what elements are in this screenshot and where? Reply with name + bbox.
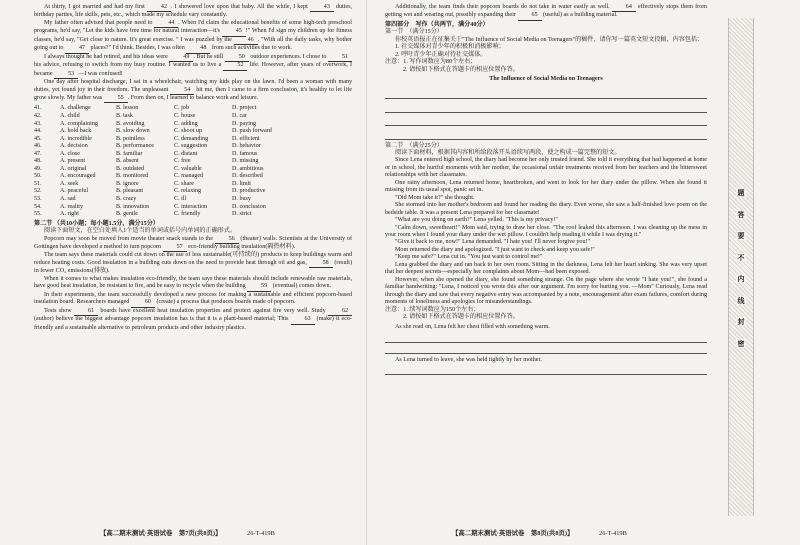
strip-character: 答 (737, 210, 745, 218)
option-choice: D. busy (232, 196, 251, 202)
writing1-point-2: 2. 呼吁青少年正确对待社交媒体。 (395, 51, 487, 58)
option-choice: B. task (116, 112, 133, 119)
text-run: boards have excellent heat insulation properties and protect against fire very well. Study (98, 307, 328, 314)
text-run: . From then on, I learned to balance work and leisure. (127, 94, 259, 101)
text-run: —I was confused! (78, 70, 123, 77)
question-number: 52. (34, 188, 42, 195)
answer-blank: 57 (163, 244, 187, 252)
text-run: I always thought he had retired, and his ideas were (44, 53, 170, 60)
text-run: places?" I'd think. Besides, I was often (88, 45, 187, 52)
answer-line (385, 113, 707, 127)
option-choice: D. car (232, 112, 247, 119)
grammar-passage (34, 236, 352, 332)
option-choice: A. encouraged (60, 173, 96, 180)
option-choice: D. behavior (232, 143, 261, 150)
option-choice: B. crazy (116, 196, 137, 202)
text-run: (author) believe the biggest advantage popcorn insulation has is that it is a plant-based material; This (34, 316, 291, 323)
answer-line (385, 343, 707, 354)
answer-blank: 48 (186, 45, 210, 53)
question-number: 53. (34, 196, 42, 202)
option-choice: C. interaction (174, 203, 208, 210)
option-choice: C. job (174, 105, 189, 112)
option-choice: D. described (232, 173, 263, 180)
option-row (34, 128, 352, 136)
answer-blank: 45 (222, 28, 246, 36)
writing2-note-2: 2. 请按如下格式在答题卡的相应位置作答。 (403, 313, 519, 320)
option-choice: C. shoot up (174, 128, 202, 135)
option-choice: C. friendly (174, 211, 201, 218)
option-choice: D. strict (232, 211, 252, 218)
answer-blank: 49 (169, 54, 193, 62)
story-paragraph: She stormed into her mother's bedroom and found her reading the diary. Even worse, she saw a half-finished love poem on the bedside table. It was a present Lena prepared for her classmate! (385, 202, 707, 216)
question-number: 50. (34, 173, 42, 180)
story-passage (385, 157, 707, 306)
answer-blank: 44 (154, 20, 178, 28)
cloze-passage (34, 4, 352, 103)
option-choice: B. outdated (116, 165, 145, 172)
footer-title: 【高二期末测试·英语试卷 第8页(共8页)】 (452, 530, 574, 537)
footer-page-7 (100, 528, 275, 537)
question-number: 55. (34, 211, 42, 218)
option-choice: B. ignore (116, 180, 139, 187)
text-run: . "With all the daily tasks, why bother going out to (34, 36, 352, 52)
answer-blank: 54 (170, 87, 194, 95)
page-divider (366, 0, 367, 545)
option-choice: A. child (60, 112, 80, 119)
writing2-note-1: 注意：1. 续写词数应为150个左右； (385, 306, 480, 313)
text-run: from such activities due to work. (210, 45, 293, 52)
story-paragraph: One rainy afternoon, Lena returned home, heartbroken, and went to look for her diary under the pillow. When she found it missing from its usual spot, panic set in. (385, 179, 707, 194)
text-run: (create) a process that produces boards made of popcorn. (154, 299, 296, 306)
option-row (34, 143, 352, 151)
footer-code: 26-T-419B (247, 530, 275, 537)
question-number: 41. (34, 105, 42, 112)
option-choice: C. demanding (174, 135, 209, 142)
option-choice: A. hold back (60, 128, 92, 135)
option-choice: C. valuable (174, 165, 202, 172)
text-run: (result) in fewer CO₂ emissions(排放). (34, 259, 352, 275)
paragraph (34, 79, 352, 103)
question-number: 44. (34, 128, 42, 135)
option-choice: A. seek (60, 180, 79, 187)
answer-blank: 63 (291, 316, 315, 324)
option-choice: D. missing (232, 158, 259, 165)
section2-header: 第二节 （共10小题；每小题1.5分，满分15分） (34, 220, 159, 227)
answer-blank: 61 (74, 308, 98, 316)
writing1-note-2: 2. 请按如下格式在答题卡的相应位置作答。 (403, 66, 519, 73)
text-run: In their experiments, the team successfully developed a new process for making a sustainable and efficient popcorn-based insulation board. Researchers managed (34, 291, 352, 306)
question-number: 48. (34, 158, 42, 165)
text-run: At thirty, I got married and had my first (44, 4, 147, 10)
continuation-start-1: As she read on, Lena felt her chest filled with something warm. (395, 324, 550, 331)
strip-character: 题 (737, 189, 745, 196)
option-choice: A. right (60, 211, 79, 218)
story-paragraph: Mom returned the diary and apologized. "I just want to check and keep you safe!" (395, 246, 595, 253)
text-run: Tests show (44, 307, 75, 314)
answer-blank: 56 (215, 236, 239, 244)
text-run: !" When I'd sign my children up for fitness classes, he'd say, "Get close to nature. It's great exercise. " I was puzzled by the (34, 28, 352, 43)
writing2-instructions: 阅读下面材料，根据其内容和所给段落开头语续写两段，使之构成一篇完整的短文。 (395, 149, 621, 156)
option-choice: A. present (60, 158, 86, 165)
footer-title: 【高二期末测试·英语试卷 第7页(共8页)】 (100, 530, 222, 537)
option-choice: B. gentle (116, 211, 139, 218)
option-row (34, 151, 352, 159)
answer-blank: 62 (328, 308, 352, 316)
strip-character: 要 (737, 232, 745, 240)
option-choice: D. famous (232, 150, 258, 157)
option-choice: B. absent (116, 158, 139, 165)
page-8 (385, 4, 707, 375)
paragraph (34, 252, 352, 275)
strip-character: 封 (737, 318, 745, 326)
part4-header: 第四部分 写作（共两节，满分40分） (385, 21, 489, 28)
option-choice: B. pleasant (116, 188, 144, 195)
footer-code: 26-T-419B (599, 530, 627, 537)
essay-answer-lines (385, 86, 707, 140)
option-row (34, 196, 352, 204)
option-choice: A. original (60, 165, 87, 172)
answer-line (385, 126, 707, 140)
option-choice: C. free (174, 158, 191, 165)
paragraph (34, 236, 352, 253)
strip-character: 内 (737, 275, 745, 283)
text-run: . When I'd claim the educational benefits of some high-tech preschool programs, he'd say, "Let the kids have free time for natural interaction—it's (34, 19, 352, 35)
answer-blank: 65 (518, 12, 542, 20)
option-choice: D. productive (232, 188, 266, 195)
section2-instructions: 阅读下面短文，在空白处填入1个适当的单词或括号内单词的正确形式。 (44, 228, 236, 235)
option-row (34, 166, 352, 174)
text-run: effectively stops them from getting wet and wearing out, possibly expanding their (385, 4, 707, 19)
option-choice: A. close (60, 150, 80, 157)
text-run: duties, birthday parties, life skills, pets, etc., which made my schedule vary constantly. (34, 4, 352, 19)
answer-blank: 58 (309, 260, 333, 268)
binding-warning-text (729, 188, 753, 348)
option-choice: C. ill (174, 196, 187, 202)
grammar-passage-continued (385, 4, 707, 21)
question-number: 51. (34, 180, 42, 187)
story-paragraph: "Keep me safe?" Lena cut in. "You just want to control me!" (395, 254, 543, 261)
paragraph (34, 308, 352, 332)
text-run: One day after hospital discharge, I sat in a wheelchair, watching my kids play on the lawn. I'd been a woman with many duties, yet found joy in their freedom. The unpleasant (34, 79, 352, 93)
text-run: My father often advised that people need to (44, 19, 155, 26)
option-choice: C. house (174, 112, 196, 119)
text-run: (eventual) comes down. (271, 283, 332, 290)
option-choice: B. monitored (116, 173, 149, 180)
strip-character: 不 (737, 253, 745, 261)
text-run: life. However, after years of overwork, I became (34, 62, 353, 77)
option-row (34, 211, 352, 219)
story-paragraph: "Did Mom take it?" she thought. (395, 194, 475, 201)
option-row (34, 188, 352, 196)
story-paragraph: "Give it back to me, now!" Lena demanded. "I hate you! I'll never forgive you!" (395, 239, 591, 246)
text-run: (make) it eco-friendly and a sustainable alternative to petroleum products and other industry plastics. (34, 316, 352, 331)
answer-blank: 52 (223, 62, 247, 70)
strip-character: 线 (737, 296, 745, 304)
option-choice: A. sad (60, 196, 76, 202)
option-choice: D. project (232, 105, 257, 112)
footer-page-8 (452, 528, 627, 537)
option-choice: B. innovation (116, 203, 150, 210)
text-run: When it comes to what makes insulation eco-friendly, the team says these materials should include renewable raw materials, have good heat insulation, be resistant to fire, and be easy to recycle when the building (34, 275, 352, 290)
option-row (34, 173, 352, 181)
paragraph (34, 20, 352, 54)
option-choice: B. pointless (116, 135, 145, 142)
text-run: Popcorn may soon be moved from movie theater snack stands to the (44, 235, 215, 242)
option-row (34, 113, 352, 121)
option-choice: B. performance (116, 143, 154, 150)
option-choice: D. conclusion (232, 203, 266, 210)
answer-blank: 43 (310, 4, 334, 12)
option-choice: D. efficient (232, 135, 260, 142)
answer-line (385, 99, 707, 113)
writing1-instructions: 你校英语报正在征集关于"The Influence of Social Media on Teenagers"的稿件，请你写一篇英文短文投稿，内容包括： (395, 36, 704, 43)
story-paragraph: However, when she opened the diary, she found something strange. On the page where she wrote "I hate you!", she found a familiar handwriting: "Lena, I noticed you wrote this after our argument. I'm sorry for hurting you. —Mom" Curiously, Lena read through the diary and saw that every negative entry was accompanied by a note, encouragement after exam failures, comfort during moments of loneliness and apologies for misunderstandings. (385, 276, 707, 306)
question-number: 42. (34, 112, 42, 119)
option-choice: B. familiar (116, 150, 143, 157)
writing1-header: 第一节 （满分15分） (385, 29, 443, 36)
text-run: . I showered love upon that baby. All the while, I kept (170, 4, 310, 10)
story-paragraph: "Calm down, sweetheart!" Mom said, trying to draw her close. "The roof leaked this afternoon. I was cleaning up the mess in your room when I found your diary under the wet pillow. I couldn't help reading it while I was drying it." (385, 224, 707, 238)
answer-blank: 64 (612, 4, 636, 12)
option-choice: D. push forward (232, 128, 272, 135)
answer-blank: 51 (328, 54, 352, 62)
paragraph (34, 292, 352, 308)
question-number: 43. (34, 120, 42, 127)
text-run: . But he still (193, 53, 225, 60)
strip-character: 密 (737, 339, 745, 347)
writing2-header: 第二节 （满分25分） (385, 142, 443, 149)
option-choice: C. managed (174, 173, 204, 180)
text-run: eco-friendly building insulation(隔热材料). (186, 244, 296, 250)
answer-blank: 59 (247, 283, 271, 291)
page-7 (34, 4, 352, 332)
continuation-start-2: As Lena turned to leave, she was held tightly by her mother. (395, 356, 542, 363)
option-row (34, 204, 352, 212)
option-choice: B. avoiding (116, 120, 145, 127)
answer-blank: 53 (54, 71, 78, 79)
text-run: outdoor experiences. I chose to (248, 53, 328, 60)
binding-margin-strip (728, 18, 754, 516)
option-row (34, 158, 352, 166)
paragraph (34, 4, 352, 20)
question-number: 49. (34, 165, 42, 172)
answer-line (385, 86, 707, 100)
question-number: 54. (34, 203, 42, 210)
paragraph (385, 4, 707, 21)
paragraph (34, 276, 352, 292)
writing1-point-1: 1. 社交媒体对青少年的积极和消极影响； (395, 44, 505, 51)
option-choice: A. reality (60, 203, 84, 210)
option-choice: D. limit (232, 180, 251, 187)
story-paragraph: "What are you doing on earth?" Lena yelled. "This is my privacy!" (395, 217, 558, 224)
answer-line (385, 364, 707, 375)
option-choice: B. slow down (116, 128, 150, 135)
answer-blank: 47 (65, 45, 89, 53)
essay-title: The Influence of Social Media on Teenagers (489, 76, 603, 83)
question-number: 47. (34, 150, 42, 157)
cloze-options (34, 105, 352, 218)
option-choice: C. relaxing (174, 188, 202, 195)
text-run: Additionally, the team finds their popcorn boards do not take in water easily as well. (395, 4, 612, 10)
option-choice: D. ambitious (232, 165, 264, 172)
option-choice: A. decision (60, 143, 88, 150)
text-run: (useful) as a building material. (541, 12, 618, 19)
option-choice: A. incredible (60, 135, 92, 142)
option-choice: C. share (174, 180, 194, 187)
answer-blank: 46 (234, 37, 258, 45)
option-row (34, 121, 352, 129)
option-choice: C. distant (174, 150, 198, 157)
option-choice: C. suggestion (174, 143, 208, 150)
answer-blank: 60 (131, 299, 155, 307)
option-choice: C. adding (174, 120, 198, 127)
answer-line (385, 332, 707, 343)
story-paragraph: Lena grabbed the diary and ran back to her own room. Sitting in the darkness, Lena felt her heart sinking. She was very upset that her deepest secrets—especially her complaints about Mom—had been exposed. (385, 261, 707, 276)
question-number: 46. (34, 143, 42, 150)
option-row (34, 136, 352, 144)
option-row (34, 105, 352, 113)
option-choice: A. challenge (60, 105, 91, 112)
text-run: The team says these materials could cut down on the use of less sustainable(可持续的) products to keep buildings warm and reduce heating costs. Good insulation in a building cuts down on the need to provide heat through oil and gas, (34, 252, 352, 266)
question-number: 45. (34, 135, 42, 142)
option-choice: D. paying (232, 120, 257, 127)
text-run: hit me, then I came to a firm conclusion, it's healthy to let life grow slowly. My father was (34, 86, 352, 101)
writing1-note-1: 注意：1. 写作词数应为80个左右； (385, 59, 477, 66)
option-choice: B. lesson (116, 105, 139, 112)
answer-blank: 42 (147, 4, 171, 12)
option-choice: A. peaceful (60, 188, 89, 195)
story-paragraph: Since Lena entered high school, the diary had become her only trusted friend. She told it everything that had happened at home or in school, the hurtful moments with her mother, the occasional unfair treatments received from her teachers and the bittersweet relationships with her classmates. (385, 157, 707, 179)
text-run: (theater) walls. Scientists at the University of Gottingen have developed a method to turn popcorn (34, 235, 352, 250)
text-run: his advice, refusing to switch from my busy routine. I wanted us to live a (34, 62, 224, 69)
answer-blank: 50 (225, 54, 249, 62)
answer-blank: 55 (104, 95, 128, 103)
option-choice: A. complaining (60, 120, 98, 127)
paragraph (34, 54, 352, 79)
